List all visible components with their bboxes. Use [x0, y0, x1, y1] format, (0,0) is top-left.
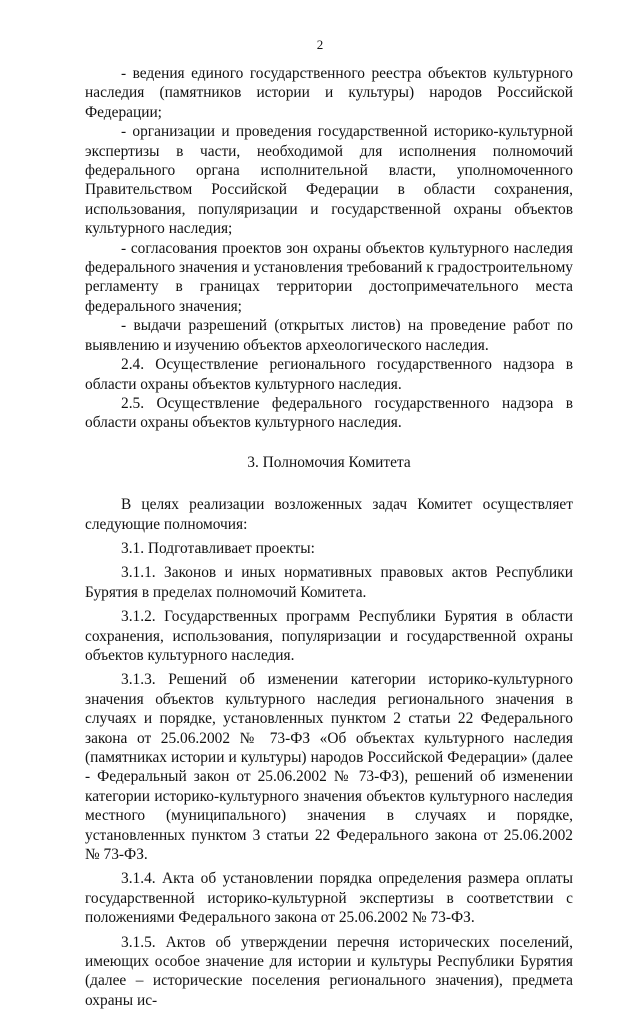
- page-number: 2: [316, 37, 324, 52]
- paragraph: 3.1.1. Законов и иных нормативных правовых актов Республики Бурятия в пределах полномочий Комитета.: [85, 564, 573, 601]
- paragraph: 3.1.2. Государственных программ Республики Бурятия в области сохранения, использования, популяризации и государственной охраны объектов культурного наследия.: [85, 608, 573, 664]
- paragraph: В целях реализации возложенных задач Комитет осуществляет следующие полномочия:: [85, 496, 573, 533]
- paragraph: 2.4. Осуществление регионального государственного надзора в области охраны объектов культурного наследия.: [85, 356, 573, 393]
- document-body: [85, 64, 573, 1010]
- paragraph: 3.1. Подготавливает проекты:: [121, 539, 315, 557]
- paragraph: 2.5. Осуществление федерального государственного надзора в области охраны объектов культурного наследия.: [85, 394, 573, 432]
- paragraph: 3.1.5. Актов об утверждении перечня исторических поселений, имеющих особое значение для истории и культуры Республики Бурятия (далее – исторические поселения регионального значения), предмета охраны ис-: [85, 933, 573, 1009]
- paragraph: 3.1.3. Решений об изменении категории историко-культурного значения объектов культурного наследия регионального значения в случаях и порядке, установленных пунктом 2 статьи 22 Федерального закона от 25.06.2002 № 73-ФЗ «Об объектах культурного наследия (памятниках истории и культуры) народов Российской Федерации» (далее - Федеральный закон от 25.06.2002 № 73-ФЗ), решений об изменении категории историко-культурного значения объектов культурного наследия местного (муниципального) значения в случаях и порядке, установленных пунктом 3 статьи 22 Федерального закона от 25.06.2002 № 73-ФЗ.: [85, 671, 573, 864]
- paragraph: 3.1.4. Акта об установлении порядка определения размера оплаты государственной историко-культурной экспертизы в соответствии с положениями Федерального закона от 25.06.2002 № 73-ФЗ.: [85, 870, 573, 927]
- list-item: - организации и проведения государственной историко-культурной экспертизы в части, необходимой для исполнения полномочий федерального органа исполнительной власти, уполномоченного Правительством Российской Федерации в области сохранения, использования, популяризации и государственной охраны объектов культурного наследия;: [85, 123, 573, 238]
- section-heading: 3. Полномочия Комитета: [247, 453, 411, 471]
- list-item: - выдачи разрешений (открытых листов) на проведение работ по выявлению и изучению объектов археологического наследия.: [85, 317, 573, 354]
- list-item: - ведения единого государственного реестра объектов культурного наследия (памятников истории и культуры) народов Российской Федерации;: [85, 65, 573, 121]
- list-item: - согласования проектов зон охраны объектов культурного наследия федерального значения и установления требований к градостроительному регламенту в границах территории достопримечательного места федерального значения;: [85, 239, 573, 315]
